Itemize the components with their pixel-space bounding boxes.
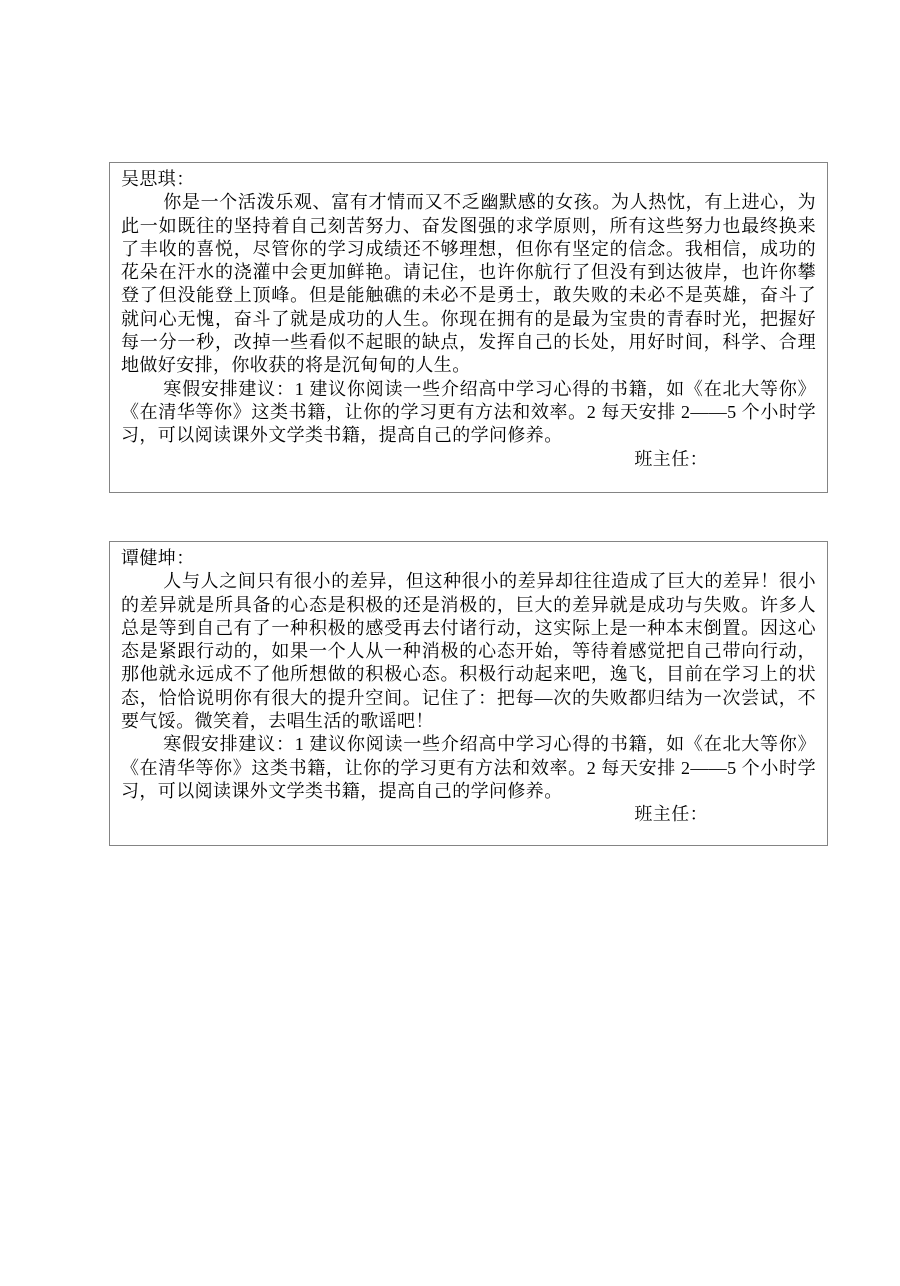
comment-body-paragraph: 人与人之间只有很小的差异，但这种很小的差异却往往造成了巨大的差异！很小的差异就是所具备的心态是积极的还是消极的，巨大的差异就是成功与失败。许多人总是等到自己有了一种积极的感受再去付诸行动，这实际上是一种本末倒置。因这心态是紧跟行动的，如果一个人从一种消极的心态开始，等待着感觉把自己带向行动，那他就永远成不了他所想做的积极心态。积极行动起来吧，逸飞，目前在学习上的状态，恰恰说明你有很大的提升空间。记住了：把每—次的失败都归结为一次尝试，不要气馁。微笑着，去唱生活的歌谣吧！ — [121, 571, 816, 732]
card-content — [110, 542, 827, 827]
comment-card-tanjiankun — [109, 541, 828, 846]
teacher-signature: 班主任： — [634, 448, 708, 469]
student-name: 谭健坤： — [121, 548, 195, 568]
vacation-advice-paragraph: 寒假安排建议：1 建议你阅读一些介绍高中学习心得的书籍，如《在北大等你》《在清华等你》这类书籍，让你的学习更有方法和效率。2 每天安排 2——5 个小时学习，可以阅读课外文学类书籍，提高自己的学问修养。 — [121, 734, 816, 801]
card-content — [110, 163, 827, 471]
teacher-signature: 班主任： — [634, 804, 708, 825]
comment-body-paragraph: 你是一个活泼乐观、富有才情而又不乏幽默感的女孩。为人热忱，有上进心，为此一如既往的坚持着自己刻苦努力、奋发图强的求学原则，所有这些努力也最终换来了丰收的喜悦，尽管你的学习成绩还不够理想，但你有坚定的信念。我相信，成功的花朵在汗水的浇灌中会更加鲜艳。请记住，也许你航行了但没有到达彼岸，也许你攀登了但没能登上顶峰。但是能触礁的未必不是勇士，敢失败的未必不是英雄，奋斗了就问心无愧，奋斗了就是成功的人生。你现在拥有的是最为宝贵的青春时光，把握好每一分一秒，改掉一些看似不起眼的缺点，发挥自己的长处，用好时间，科学、合理地做好安排，你收获的将是沉甸甸的人生。 — [121, 192, 816, 376]
vacation-advice-paragraph: 寒假安排建议：1 建议你阅读一些介绍高中学习心得的书籍，如《在北大等你》《在清华等你》这类书籍，让你的学习更有方法和效率。2 每天安排 2——5 个小时学习，可以阅读课外文学类书籍，提高自己的学问修养。 — [121, 378, 816, 446]
comment-card-wusiqi — [109, 162, 828, 493]
student-name: 吴思琪： — [121, 169, 195, 189]
